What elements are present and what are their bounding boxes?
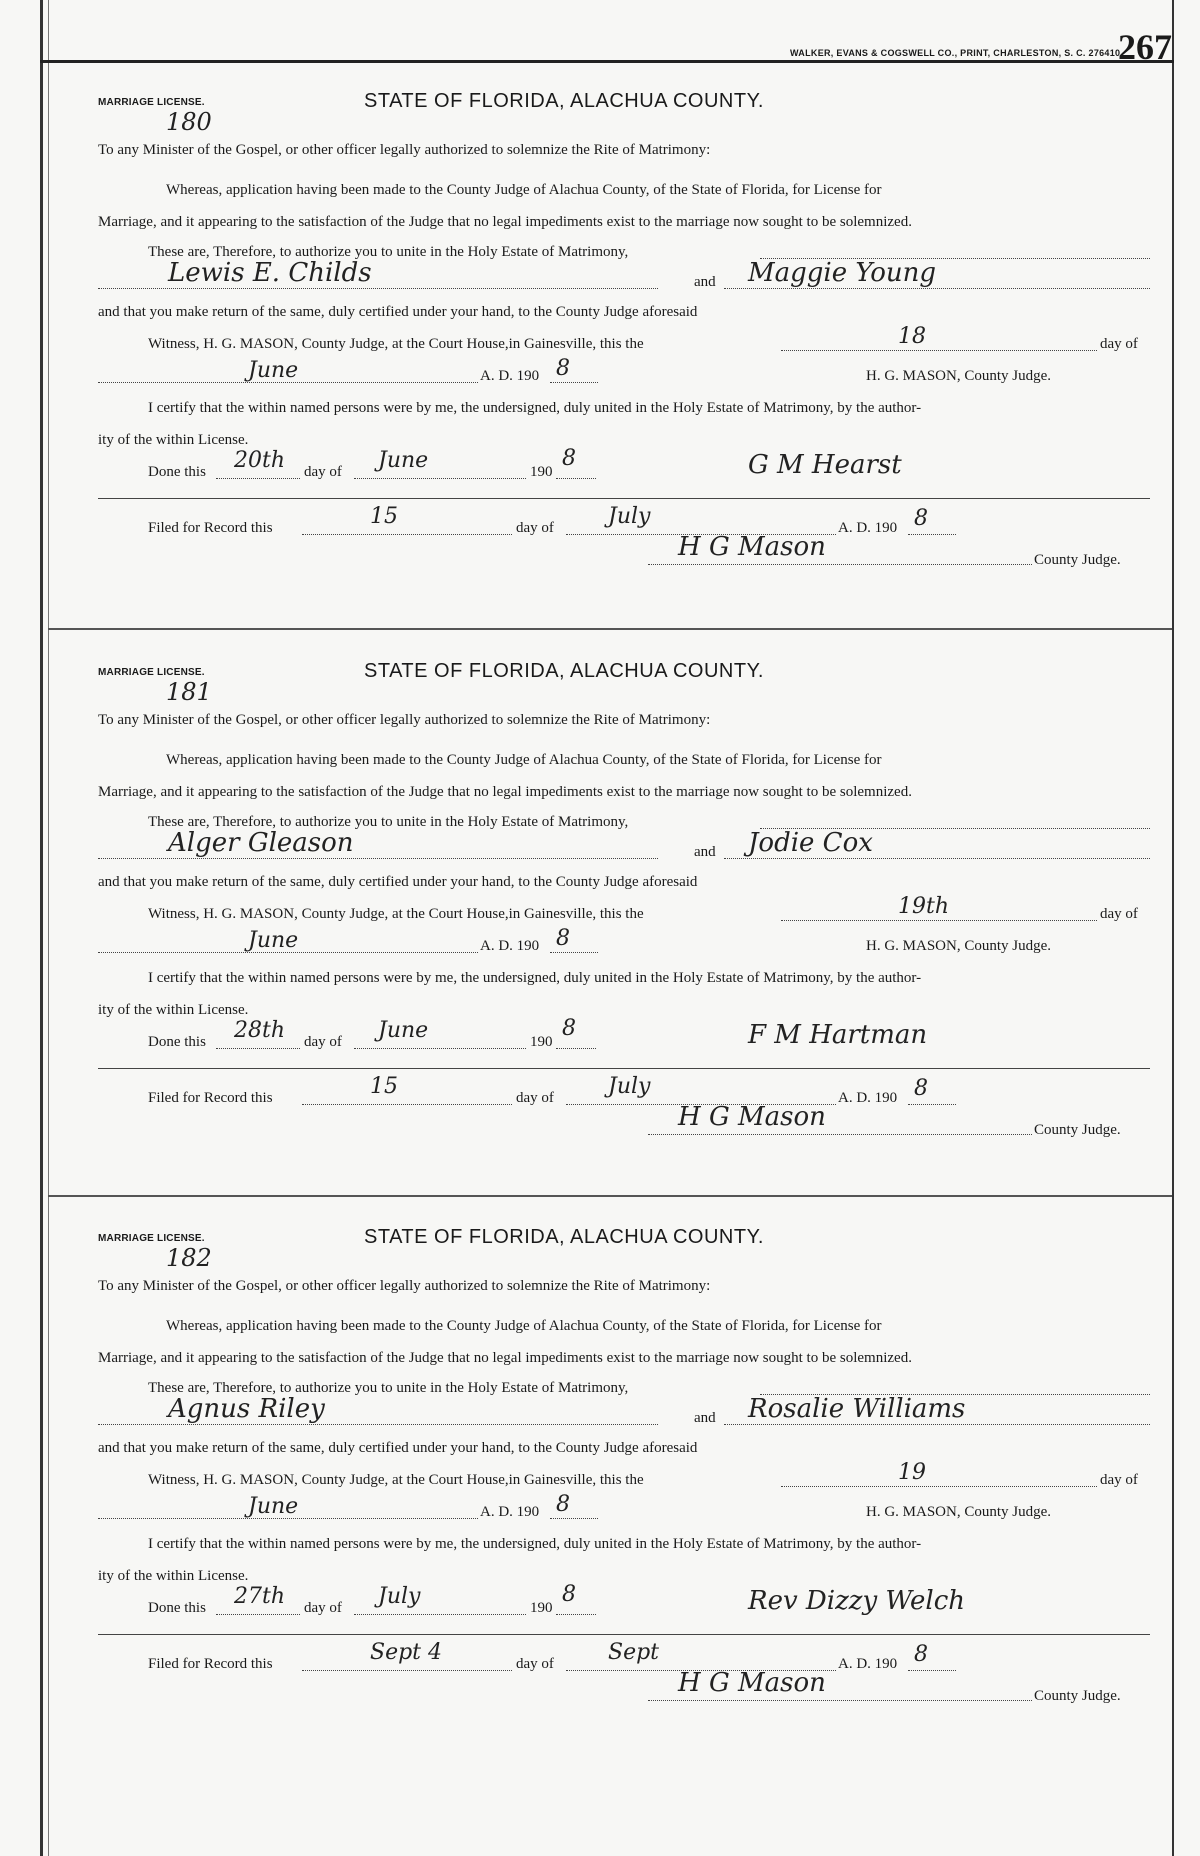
filed-label: Filed for Record this (148, 1090, 273, 1106)
whereas-line-2: Marriage, and it appearing to the satisfaction of the Judge that no legal impediments exist to the marriage now sought to be solemnized. (98, 784, 912, 800)
salutation: To any Minister of the Gospel, or other officer legally authorized to solemnize the Rite of Matrimony: (98, 142, 711, 158)
witness-year: 8 (556, 356, 570, 381)
marriage-license (48, 632, 1172, 1192)
return-line: and that you make return of the same, duly certified under your hand, to the County Judge aforesaid (98, 874, 698, 890)
witness-month: June (248, 928, 299, 953)
done-day-of-label: day of (304, 1600, 342, 1616)
license-number: 182 (166, 1244, 212, 1272)
filed-year: 8 (914, 1642, 928, 1667)
county-judge-label: County Judge. (1034, 1688, 1121, 1704)
authorize-line: These are, Therefore, to authorize you to unite in the Holy Estate of Matrimony, (148, 244, 629, 260)
day-of-label: day of (1100, 336, 1138, 352)
filed-month: July (608, 504, 651, 529)
license-number: 181 (166, 678, 212, 706)
done-year-label: 190 (530, 1600, 553, 1616)
done-year: 8 (562, 1582, 576, 1607)
whereas-line-1: Whereas, application having been made to the County Judge of Alachua County, of the State of Florida, for License for (166, 752, 882, 768)
filed-ad-label: A. D. 190 (838, 1090, 898, 1106)
county-judge-label: County Judge. (1034, 1122, 1121, 1138)
witness-year: 8 (556, 926, 570, 951)
filed-day: 15 (370, 504, 398, 529)
whereas-line-2: Marriage, and it appearing to the satisfaction of the Judge that no legal impediments exist to the marriage now sought to be solemnized. (98, 214, 912, 230)
bride-name: Maggie Young (748, 258, 937, 288)
state-heading: STATE OF FLORIDA, ALACHUA COUNTY. (364, 660, 764, 682)
done-day: 20th (234, 448, 286, 473)
state-heading: STATE OF FLORIDA, ALACHUA COUNTY. (364, 1226, 764, 1248)
filed-month: Sept (608, 1640, 660, 1665)
filed-ad-label: A. D. 190 (838, 1656, 898, 1672)
judge-signature: H G Mason (678, 1668, 826, 1698)
groom-name: Lewis E. Childs (168, 258, 372, 288)
license-separator (48, 1195, 1172, 1197)
return-line: and that you make return of the same, duly certified under your hand, to the County Judge aforesaid (98, 1440, 698, 1456)
page-number: 267 (1118, 27, 1172, 67)
groom-name: Agnus Riley (168, 1394, 325, 1424)
license-number: 180 (166, 108, 212, 136)
done-month: June (378, 1018, 429, 1043)
authorize-line: These are, Therefore, to authorize you to unite in the Holy Estate of Matrimony, (148, 814, 629, 830)
and-label: and (694, 844, 716, 860)
ad-label: A. D. 190 (480, 1504, 540, 1520)
done-day: 27th (234, 1584, 286, 1609)
officiant-signature: Rev Dizzy Welch (748, 1586, 966, 1616)
marriage-license-label: MARRIAGE LICENSE. (98, 97, 205, 108)
done-year-label: 190 (530, 464, 553, 480)
filed-day: 15 (370, 1074, 398, 1099)
authorize-line: These are, Therefore, to authorize you to unite in the Holy Estate of Matrimony, (148, 1380, 629, 1396)
certify-line-2: ity of the within License. (98, 1002, 249, 1018)
witness-month: June (248, 358, 299, 383)
witness-day: 18 (898, 324, 926, 349)
done-this-label: Done this (148, 464, 206, 480)
witness-day: 19 (898, 1460, 926, 1485)
bride-name: Jodie Cox (748, 828, 873, 858)
done-month: June (378, 448, 429, 473)
license-separator (48, 628, 1172, 630)
officiant-signature: F M Hartman (748, 1020, 928, 1050)
whereas-line-2: Marriage, and it appearing to the satisfaction of the Judge that no legal impediments exist to the marriage now sought to be solemnized. (98, 1350, 912, 1366)
and-label: and (694, 274, 716, 290)
filed-day-of-label: day of (516, 1656, 554, 1672)
filed-ad-label: A. D. 190 (838, 520, 898, 536)
done-day: 28th (234, 1018, 286, 1043)
done-this-label: Done this (148, 1034, 206, 1050)
county-judge-printed: H. G. MASON, County Judge. (866, 368, 1052, 384)
marriage-license-label: MARRIAGE LICENSE. (98, 1233, 205, 1244)
witness-line: Witness, H. G. MASON, County Judge, at the Court House,in Gainesville, this the (148, 1472, 644, 1488)
done-day-of-label: day of (304, 1034, 342, 1050)
done-year: 8 (562, 446, 576, 471)
certify-line-2: ity of the within License. (98, 432, 249, 448)
done-this-label: Done this (148, 1600, 206, 1616)
certify-line-1: I certify that the within named persons were by me, the undersigned, duly united in the Holy Estate of Matrimony, by the author- (148, 970, 922, 986)
filed-label: Filed for Record this (148, 1656, 273, 1672)
done-day-of-label: day of (304, 464, 342, 480)
county-judge-label: County Judge. (1034, 552, 1121, 568)
filed-year: 8 (914, 506, 928, 531)
printer-line: WALKER, EVANS & COGSWELL CO., PRINT, CHARLESTON, S. C. 276410 (790, 48, 1121, 58)
witness-line: Witness, H. G. MASON, County Judge, at the Court House,in Gainesville, this the (148, 336, 644, 352)
binding-line (40, 0, 43, 1856)
return-line: and that you make return of the same, duly certified under your hand, to the County Judge aforesaid (98, 304, 698, 320)
whereas-line-1: Whereas, application having been made to the County Judge of Alachua County, of the State of Florida, for License for (166, 1318, 882, 1334)
salutation: To any Minister of the Gospel, or other officer legally authorized to solemnize the Rite of Matrimony: (98, 712, 711, 728)
judge-signature: H G Mason (678, 532, 826, 562)
witness-month: June (248, 1494, 299, 1519)
ad-label: A. D. 190 (480, 368, 540, 384)
officiant-signature: G M Hearst (748, 450, 902, 480)
certify-line-1: I certify that the within named persons were by me, the undersigned, duly united in the Holy Estate of Matrimony, by the author- (148, 400, 922, 416)
certify-line-2: ity of the within License. (98, 1568, 249, 1584)
filed-day: Sept 4 (370, 1640, 443, 1665)
salutation: To any Minister of the Gospel, or other officer legally authorized to solemnize the Rite of Matrimony: (98, 1278, 711, 1294)
state-heading: STATE OF FLORIDA, ALACHUA COUNTY. (364, 90, 764, 112)
filed-year: 8 (914, 1076, 928, 1101)
witness-day: 19th (898, 894, 950, 919)
county-judge-printed: H. G. MASON, County Judge. (866, 938, 1052, 954)
and-label: and (694, 1410, 716, 1426)
done-month: July (378, 1584, 421, 1609)
ad-label: A. D. 190 (480, 938, 540, 954)
day-of-label: day of (1100, 906, 1138, 922)
witness-year: 8 (556, 1492, 570, 1517)
marriage-license (48, 1198, 1172, 1758)
marriage-license-label: MARRIAGE LICENSE. (98, 667, 205, 678)
certify-line-1: I certify that the within named persons were by me, the undersigned, duly united in the Holy Estate of Matrimony, by the author- (148, 1536, 922, 1552)
right-margin-line (1172, 0, 1174, 1856)
marriage-license (48, 62, 1172, 622)
filed-day-of-label: day of (516, 520, 554, 536)
witness-line: Witness, H. G. MASON, County Judge, at the Court House,in Gainesville, this the (148, 906, 644, 922)
done-year: 8 (562, 1016, 576, 1041)
county-judge-printed: H. G. MASON, County Judge. (866, 1504, 1052, 1520)
groom-name: Alger Gleason (168, 828, 354, 858)
day-of-label: day of (1100, 1472, 1138, 1488)
filed-month: July (608, 1074, 651, 1099)
done-year-label: 190 (530, 1034, 553, 1050)
filed-label: Filed for Record this (148, 520, 273, 536)
whereas-line-1: Whereas, application having been made to the County Judge of Alachua County, of the State of Florida, for License for (166, 182, 882, 198)
judge-signature: H G Mason (678, 1102, 826, 1132)
bride-name: Rosalie Williams (748, 1394, 966, 1424)
filed-day-of-label: day of (516, 1090, 554, 1106)
